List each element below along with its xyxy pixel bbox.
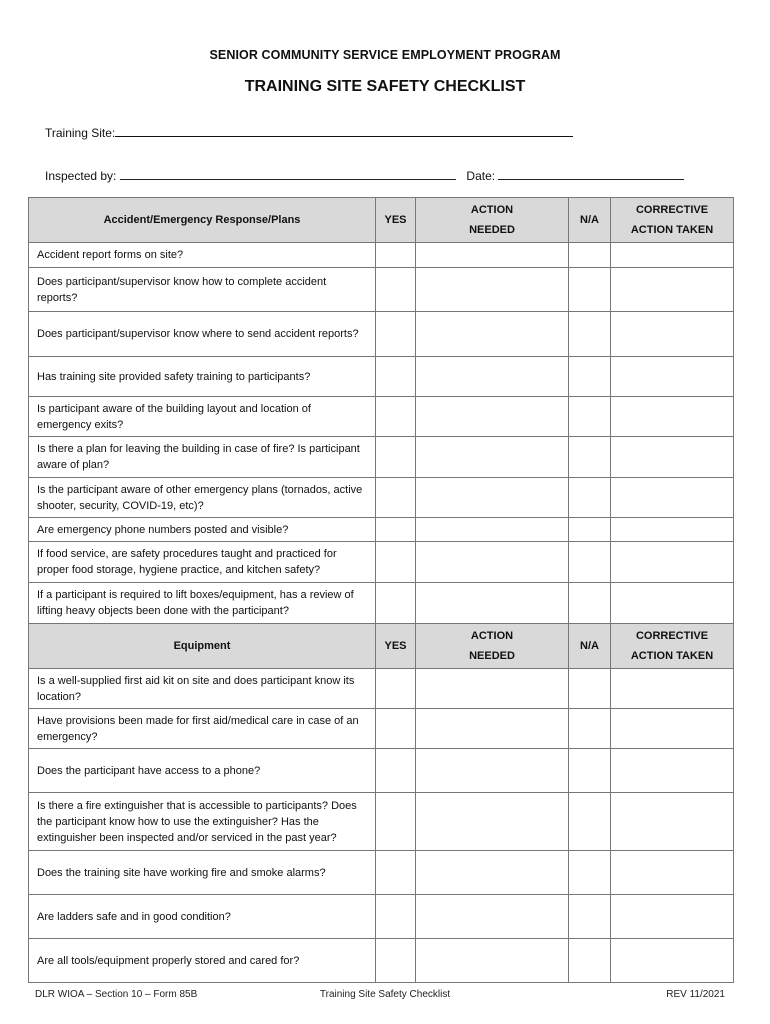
action-needed-cell[interactable]	[416, 669, 569, 709]
checklist-row	[29, 312, 734, 357]
corrective-action-cell[interactable]	[611, 749, 734, 793]
checklist-row	[29, 268, 734, 312]
yes-cell[interactable]	[376, 478, 416, 518]
action-needed-cell[interactable]	[416, 437, 569, 478]
column-na-header	[569, 198, 611, 243]
corrective-action-cell[interactable]	[611, 542, 734, 583]
column-na-header-line: N/A	[580, 214, 599, 226]
action-needed-cell[interactable]	[416, 268, 569, 312]
na-cell[interactable]	[569, 357, 611, 397]
checklist-row	[29, 542, 734, 583]
action-needed-cell[interactable]	[416, 749, 569, 793]
checklist-row	[29, 437, 734, 478]
action-needed-cell[interactable]	[416, 895, 569, 939]
na-cell[interactable]	[569, 669, 611, 709]
column-yes-header-line: YES	[384, 640, 407, 652]
program-name: SENIOR COMMUNITY SERVICE EMPLOYMENT PROGRAM	[209, 48, 561, 62]
section-heading	[29, 624, 376, 669]
yes-cell[interactable]	[376, 518, 416, 542]
action-needed-cell[interactable]	[416, 397, 569, 437]
section-header-row	[29, 198, 734, 243]
column-action-needed-header	[416, 624, 569, 669]
corrective-action-cell[interactable]	[611, 437, 734, 478]
column-yes-header	[376, 624, 416, 669]
section-heading	[29, 198, 376, 243]
column-corrective-action-header	[611, 624, 734, 669]
yes-cell[interactable]	[376, 397, 416, 437]
section-header-row	[29, 624, 734, 669]
column-action-needed-header-line: NEEDED	[469, 224, 515, 236]
question-text: Have provisions been made for first aid/medical care in case of an emergency?	[29, 709, 376, 749]
question-text: If food service, are safety procedures taught and practiced for proper food storage, hygiene practice, and kitchen safety?	[29, 542, 376, 583]
action-needed-cell[interactable]	[416, 709, 569, 749]
corrective-action-cell[interactable]	[611, 669, 734, 709]
checklist-row	[29, 851, 734, 895]
na-cell[interactable]	[569, 542, 611, 583]
question-text: If a participant is required to lift boxes/equipment, has a review of lifting heavy objects been done with the participant?	[29, 583, 376, 624]
action-needed-cell[interactable]	[416, 478, 569, 518]
question-text: Does participant/supervisor know how to complete accident reports?	[29, 268, 376, 312]
checklist-row	[29, 357, 734, 397]
training-site-field	[45, 124, 573, 140]
action-needed-cell[interactable]	[416, 851, 569, 895]
checklist-body	[29, 198, 734, 983]
inspected-by-label: Inspected by:	[45, 169, 117, 183]
checklist-row	[29, 709, 734, 749]
question-text: Does the training site have working fire and smoke alarms?	[29, 851, 376, 895]
column-yes-header	[376, 198, 416, 243]
column-corrective-action-header-line: ACTION TAKEN	[630, 650, 714, 662]
yes-cell[interactable]	[376, 437, 416, 478]
na-cell[interactable]	[569, 583, 611, 624]
corrective-action-cell[interactable]	[611, 709, 734, 749]
question-text: Are emergency phone numbers posted and visible?	[29, 518, 376, 542]
column-corrective-action-header-line: CORRECTIVE	[635, 204, 709, 216]
corrective-action-cell[interactable]	[611, 518, 734, 542]
corrective-action-cell[interactable]	[611, 583, 734, 624]
yes-cell[interactable]	[376, 542, 416, 583]
column-corrective-action-header	[611, 198, 734, 243]
question-text: Are ladders safe and in good condition?	[29, 895, 376, 939]
footer-title: Training Site Safety Checklist	[319, 989, 451, 1000]
na-cell[interactable]	[569, 939, 611, 983]
na-cell[interactable]	[569, 851, 611, 895]
action-needed-cell[interactable]	[416, 518, 569, 542]
yes-cell[interactable]	[376, 793, 416, 851]
yes-cell[interactable]	[376, 243, 416, 268]
yes-cell[interactable]	[376, 749, 416, 793]
column-na-header-line: N/A	[580, 640, 599, 652]
safety-checklist-table	[28, 197, 734, 983]
action-needed-cell[interactable]	[416, 939, 569, 983]
question-text: Is there a fire extinguisher that is accessible to participants? Does the participant know how to use the extinguisher? Has the extinguisher been inspected and/or serviced in the past year?	[29, 793, 376, 851]
question-text: Is there a plan for leaving the building in case of fire? Is participant aware of plan?	[29, 437, 376, 478]
yes-cell[interactable]	[376, 669, 416, 709]
corrective-action-cell[interactable]	[611, 793, 734, 851]
question-text: Is participant aware of the building layout and location of emergency exits?	[29, 397, 376, 437]
checklist-row	[29, 669, 734, 709]
training-site-input[interactable]	[115, 124, 573, 137]
na-cell[interactable]	[569, 268, 611, 312]
yes-cell[interactable]	[376, 312, 416, 357]
yes-cell[interactable]	[376, 939, 416, 983]
action-needed-cell[interactable]	[416, 312, 569, 357]
checklist-row	[29, 939, 734, 983]
inspection-field	[45, 167, 684, 183]
na-cell[interactable]	[569, 397, 611, 437]
date-input[interactable]	[498, 167, 684, 180]
corrective-action-cell[interactable]	[611, 357, 734, 397]
inspected-by-input[interactable]	[120, 167, 456, 180]
question-text: Is a well-supplied first aid kit on site and does participant know its location?	[29, 669, 376, 709]
checklist-row	[29, 793, 734, 851]
yes-cell[interactable]	[376, 895, 416, 939]
yes-cell[interactable]	[376, 709, 416, 749]
yes-cell[interactable]	[376, 851, 416, 895]
na-cell[interactable]	[569, 749, 611, 793]
yes-cell[interactable]	[376, 583, 416, 624]
column-action-needed-header-line: NEEDED	[469, 650, 515, 662]
question-text: Does the participant have access to a phone?	[29, 749, 376, 793]
na-cell[interactable]	[569, 709, 611, 749]
na-cell[interactable]	[569, 312, 611, 357]
footer-revision: REV 11/2021	[666, 989, 725, 1000]
corrective-action-cell[interactable]	[611, 895, 734, 939]
action-needed-cell[interactable]	[416, 583, 569, 624]
question-text: Are all tools/equipment properly stored and cared for?	[29, 939, 376, 983]
corrective-action-cell[interactable]	[611, 268, 734, 312]
checklist-row	[29, 518, 734, 542]
question-text: Accident report forms on site?	[29, 243, 376, 268]
na-cell[interactable]	[569, 437, 611, 478]
action-needed-cell[interactable]	[416, 357, 569, 397]
footer-form-id: DLR WIOA – Section 10 – Form 85B	[35, 989, 198, 1000]
corrective-action-cell[interactable]	[611, 939, 734, 983]
action-needed-cell[interactable]	[416, 542, 569, 583]
column-yes-header-line: YES	[384, 214, 407, 226]
question-text: Has training site provided safety training to participants?	[29, 357, 376, 397]
corrective-action-cell[interactable]	[611, 397, 734, 437]
column-corrective-action-header-line: CORRECTIVE	[635, 630, 709, 642]
checklist-row	[29, 583, 734, 624]
corrective-action-cell[interactable]	[611, 851, 734, 895]
page-title: TRAINING SITE SAFETY CHECKLIST	[244, 78, 526, 95]
column-action-needed-header-line: ACTION	[470, 204, 514, 216]
na-cell[interactable]	[569, 518, 611, 542]
column-action-needed-header-line: ACTION	[470, 630, 514, 642]
corrective-action-cell[interactable]	[611, 243, 734, 268]
date-label: Date:	[466, 169, 496, 183]
na-cell[interactable]	[569, 793, 611, 851]
checklist-row	[29, 397, 734, 437]
corrective-action-cell[interactable]	[611, 312, 734, 357]
checklist-row	[29, 243, 734, 268]
question-text: Does participant/supervisor know where to send accident reports?	[29, 312, 376, 357]
section-heading-line: Equipment	[173, 640, 231, 652]
na-cell[interactable]	[569, 243, 611, 268]
checklist-row	[29, 478, 734, 518]
corrective-action-cell[interactable]	[611, 478, 734, 518]
checklist-row	[29, 749, 734, 793]
column-action-needed-header	[416, 198, 569, 243]
yes-cell[interactable]	[376, 357, 416, 397]
action-needed-cell[interactable]	[416, 243, 569, 268]
checklist-row	[29, 895, 734, 939]
na-cell[interactable]	[569, 478, 611, 518]
action-needed-cell[interactable]	[416, 793, 569, 851]
training-site-label: Training Site:	[45, 126, 116, 140]
question-text: Is the participant aware of other emergency plans (tornados, active shooter, security, COVID-19, etc)?	[29, 478, 376, 518]
na-cell[interactable]	[569, 895, 611, 939]
column-na-header	[569, 624, 611, 669]
section-heading-line: Accident/Emergency Response/Plans	[103, 214, 301, 226]
column-corrective-action-header-line: ACTION TAKEN	[630, 224, 714, 236]
yes-cell[interactable]	[376, 268, 416, 312]
